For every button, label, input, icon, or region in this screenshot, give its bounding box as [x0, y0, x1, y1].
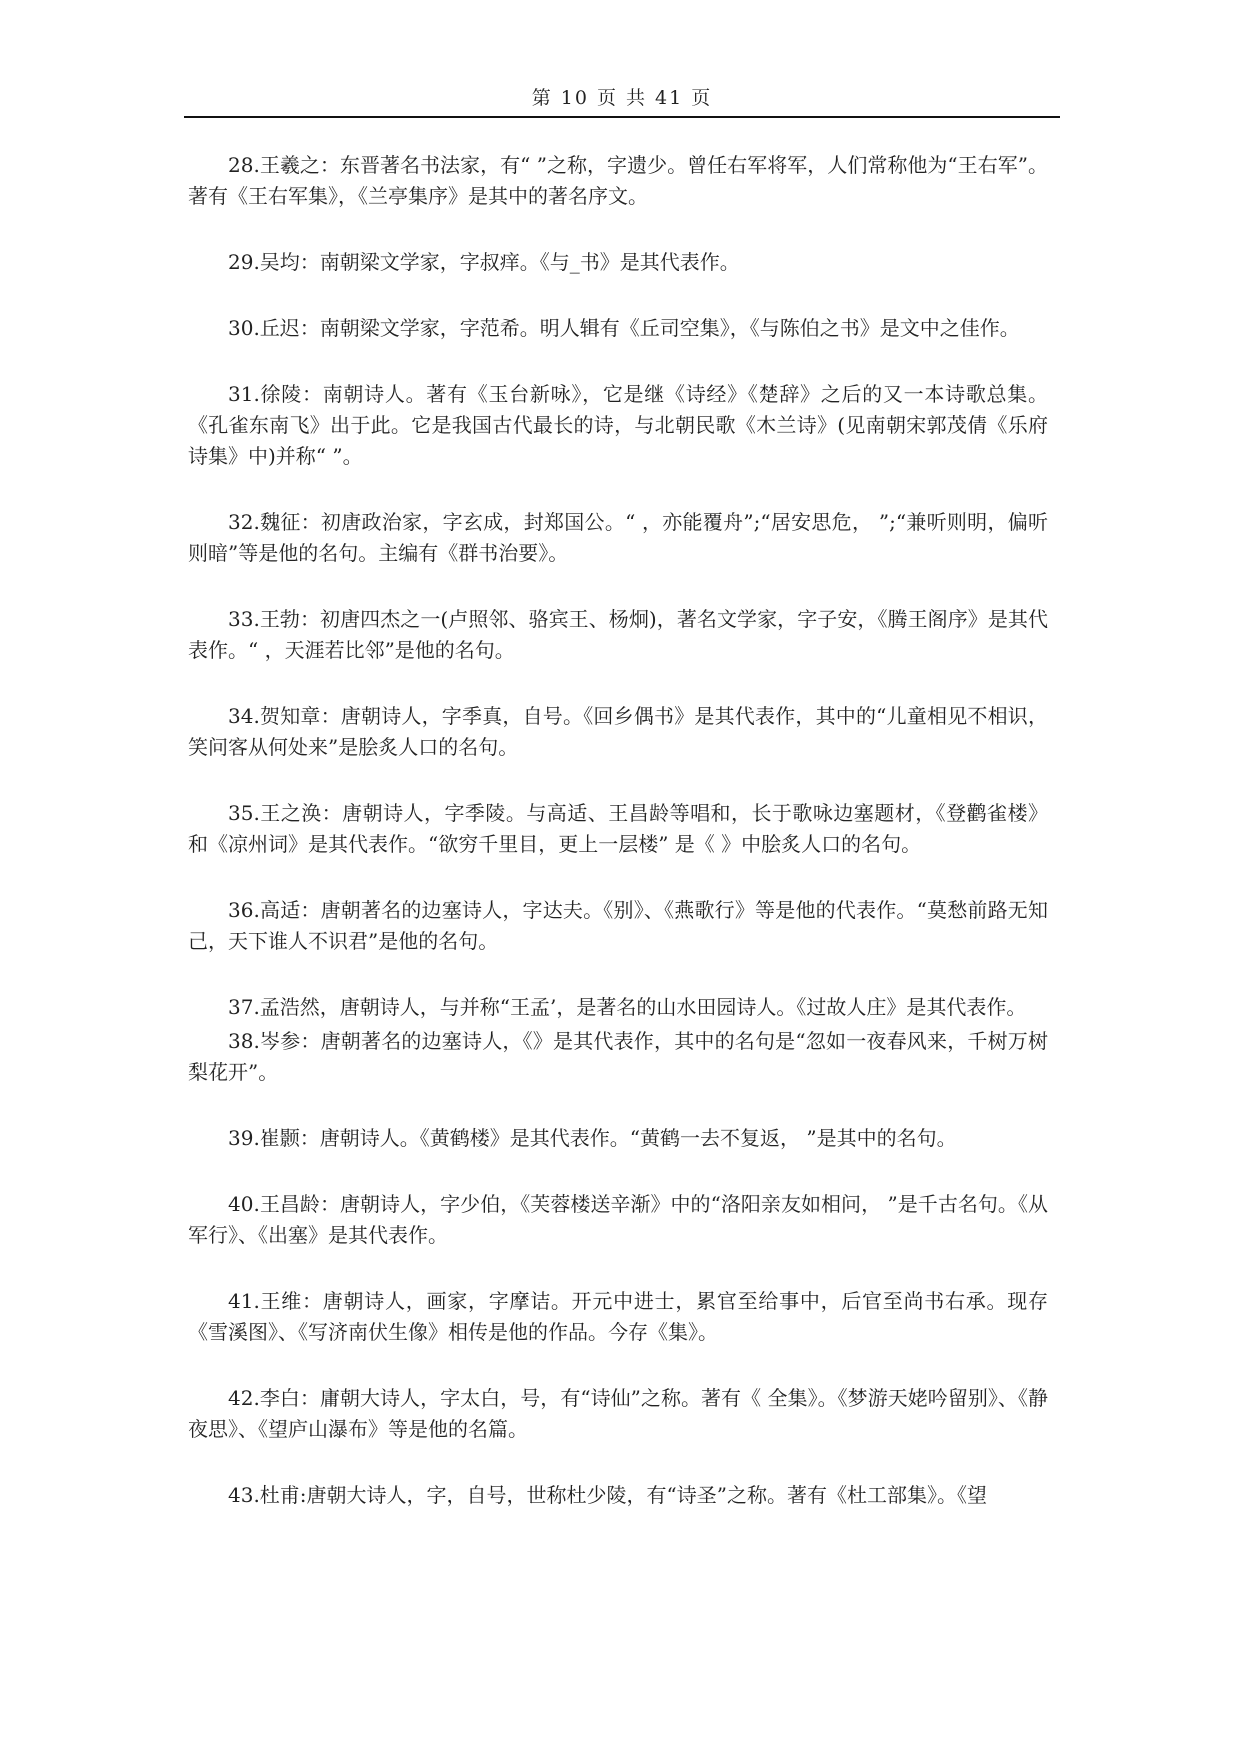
entry-40-wang-changling: 40.王昌龄：唐朝诗人，字少伯，《芙蓉楼送辛渐》中的“洛阳亲友如相问， ”是千古名句。《从军行》、《出塞》是其代表作。: [188, 1192, 1048, 1247]
page-number-label: 第 10 页 共 41 页: [531, 87, 713, 109]
document-body: [188, 150, 1048, 1546]
entry-43-du-fu: 43.杜甫:唐朝大诗人，字，自号，世称杜少陵，有“诗圣”之称。著有《杜工部集》。《望: [228, 1483, 987, 1507]
entry-39-cui-hao: 39.崔颢：唐朝诗人。《黄鹤楼》是其代表作。“黄鹤一去不复返， ”是其中的名句。: [228, 1126, 957, 1150]
entry-28-wang-xizhi: 28.王羲之：东晋著名书法家，有“ ”之称，字遗少。曾任右军将军，人们常称他为“王右军”。著有《王右军集》，《兰亭集序》是其中的著名序文。: [188, 153, 1048, 208]
entry-29-wu-jun: 29.吴均：南朝梁文学家，字叔痒。《与_书》是其代表作。: [228, 250, 740, 274]
entry-38-cen-shen: 38.岑参：唐朝著名的边塞诗人，《》是其代表作，其中的名句是“忽如一夜春风来，千树万树梨花开”。: [188, 1029, 1048, 1084]
entry-36-gao-shi: 36.高适：唐朝著名的边塞诗人，字达夫。《别》、《燕歌行》等是他的代表作。“莫愁前路无知己，天下谁人不识君”是他的名句。: [188, 898, 1048, 953]
entry-30-qiu-chi: 30.丘迟：南朝梁文学家，字范希。明人辑有《丘司空集》，《与陈伯之书》是文中之佳作。: [228, 316, 1020, 340]
entry-41-wang-wei: 41.王维：唐朝诗人，画家，字摩诘。开元中进士，累官至给事中，后官至尚书右承。现存《雪溪图》、《写济南伏生像》相传是他的作品。今存《集》。: [188, 1289, 1048, 1344]
entry-42-li-bai: 42.李白：庸朝大诗人，字太白，号，有“诗仙”之称。著有《 全集》。《梦游天姥吟留别》、《静夜思》、《望庐山瀑布》等是他的名篇。: [188, 1386, 1048, 1441]
entry-32-wei-zheng: 32.魏征：初唐政治家，字玄成，封郑国公。“ ，亦能覆舟”;“居安思危， ”;“兼听则明，偏听则暗”等是他的名句。主编有《群书治要》。: [188, 510, 1048, 565]
header-divider: [184, 116, 1060, 118]
entry-34-he-zhizhang: 34.贺知章：唐朝诗人，字季真，自号。《回乡偶书》是其代表作，其中的“儿童相见不相识，笑问客从何处来”是脍炙人口的名句。: [188, 704, 1048, 759]
entry-31-xu-ling: 31.徐陵：南朝诗人。著有《玉台新咏》，它是继《诗经》《楚辞》之后的又一本诗歌总集。《孔雀东南飞》出于此。它是我国古代最长的诗，与北朝民歌《木兰诗》(见南朝宋郭茂倩《乐府诗集》中)并称“ ”。: [188, 382, 1048, 468]
entry-35-wang-zhihuan: 35.王之涣：唐朝诗人，字季陵。与高适、王昌龄等唱和，长于歌咏边塞题材，《登鹳雀楼》和《凉州词》是其代表作。“欲穷千里目，更上一层楼” 是《 》中脍炙人口的名句。: [188, 801, 1048, 856]
entry-33-wang-bo: 33.王勃：初唐四杰之一(卢照邻、骆宾王、杨炯)，著名文学家，字子安，《腾王阁序》是其代表作。“ ，天涯若比邻”是他的名句。: [188, 607, 1048, 662]
page-header: [184, 80, 1060, 116]
entry-37-meng-haoran: 37.孟浩然，唐朝诗人，与并称“王孟’，是著名的山水田园诗人。《过故人庄》是其代表作。: [228, 995, 1027, 1019]
